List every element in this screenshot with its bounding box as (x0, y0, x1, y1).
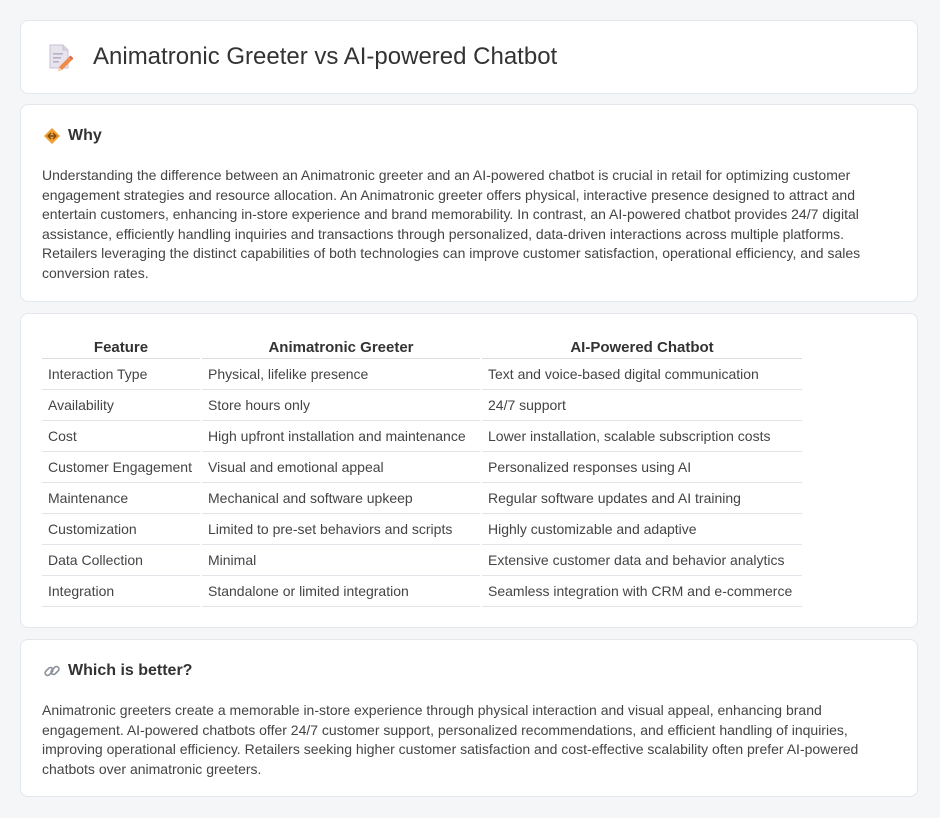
cell-chatbot: Seamless integration with CRM and e-commerce (481, 576, 802, 607)
why-heading (43, 127, 102, 145)
cell-chatbot: 24/7 support (481, 390, 802, 421)
cell-animatronic: Physical, lifelike presence (201, 359, 481, 390)
diamond-arrows-icon (43, 127, 61, 145)
cell-animatronic: Standalone or limited integration (201, 576, 481, 607)
which-better-card (20, 639, 918, 797)
why-title: Why (68, 127, 102, 144)
table-row (42, 390, 802, 421)
table-row (42, 514, 802, 545)
table-row (42, 483, 802, 514)
cell-chatbot: Regular software updates and AI training (481, 483, 802, 514)
cell-animatronic: High upfront installation and maintenance (201, 421, 481, 452)
header-feature: Feature (42, 336, 201, 359)
comparison-card (20, 313, 918, 628)
document-pencil-icon (47, 43, 73, 71)
page-title: Animatronic Greeter vs AI-powered Chatbot (93, 43, 558, 70)
cell-chatbot: Personalized responses using AI (481, 452, 802, 483)
table-row (42, 359, 802, 390)
cell-animatronic: Minimal (201, 545, 481, 576)
cell-feature: Availability (42, 390, 201, 421)
cell-feature: Customer Engagement (42, 452, 201, 483)
table-row (42, 576, 802, 607)
table-row (42, 421, 802, 452)
table-header-row (42, 336, 802, 359)
link-icon (43, 662, 61, 680)
cell-chatbot: Text and voice-based digital communication (481, 359, 802, 390)
comparison-table (42, 336, 802, 607)
cell-chatbot: Highly customizable and adaptive (481, 514, 802, 545)
cell-animatronic: Mechanical and software upkeep (201, 483, 481, 514)
title-row (47, 43, 557, 71)
cell-feature: Interaction Type (42, 359, 201, 390)
cell-animatronic: Limited to pre-set behaviors and scripts (201, 514, 481, 545)
title-card (20, 20, 918, 94)
cell-feature: Data Collection (42, 545, 201, 576)
cell-chatbot: Extensive customer data and behavior analytics (481, 545, 802, 576)
cell-chatbot: Lower installation, scalable subscription costs (481, 421, 802, 452)
header-chatbot: AI-Powered Chatbot (481, 336, 802, 359)
better-text: Animatronic greeters create a memorable in-store experience through physical interaction and visual appeal, enhancing brand engagement. AI-powered chatbots offer 24/7 customer support, personalized recommendations, and efficient handling of inquiries, improving operational efficiency. Retailers seeking higher customer satisfaction and cost-effective scalability often prefer AI-powered chatbots over animatronic greeters. (42, 702, 859, 777)
why-card (20, 104, 918, 302)
better-title: Which is better? (68, 662, 193, 679)
cell-animatronic: Visual and emotional appeal (201, 452, 481, 483)
cell-feature: Integration (42, 576, 201, 607)
table-row (42, 452, 802, 483)
header-animatronic: Animatronic Greeter (201, 336, 481, 359)
better-heading (43, 662, 192, 680)
cell-feature: Maintenance (42, 483, 201, 514)
cell-feature: Customization (42, 514, 201, 545)
cell-animatronic: Store hours only (201, 390, 481, 421)
table-row (42, 545, 802, 576)
cell-feature: Cost (42, 421, 201, 452)
why-text: Understanding the difference between an Animatronic greeter and an AI-powered chatbot is crucial in retail for optimizing customer engagement strategies and resource allocation. An Animatronic greeter offers physical, interactive presence designed to attract and entertain customers, enhancing in-store experience and brand memorability. In contrast, an AI-powered chatbot provides 24/7 digital assistance, efficiently handling inquiries and transactions through personalized, data-driven interactions across multiple platforms. Retailers leveraging the distinct capabilities of both technologies can improve customer satisfaction, operational efficiency, and sales conversion rates. (42, 167, 861, 281)
